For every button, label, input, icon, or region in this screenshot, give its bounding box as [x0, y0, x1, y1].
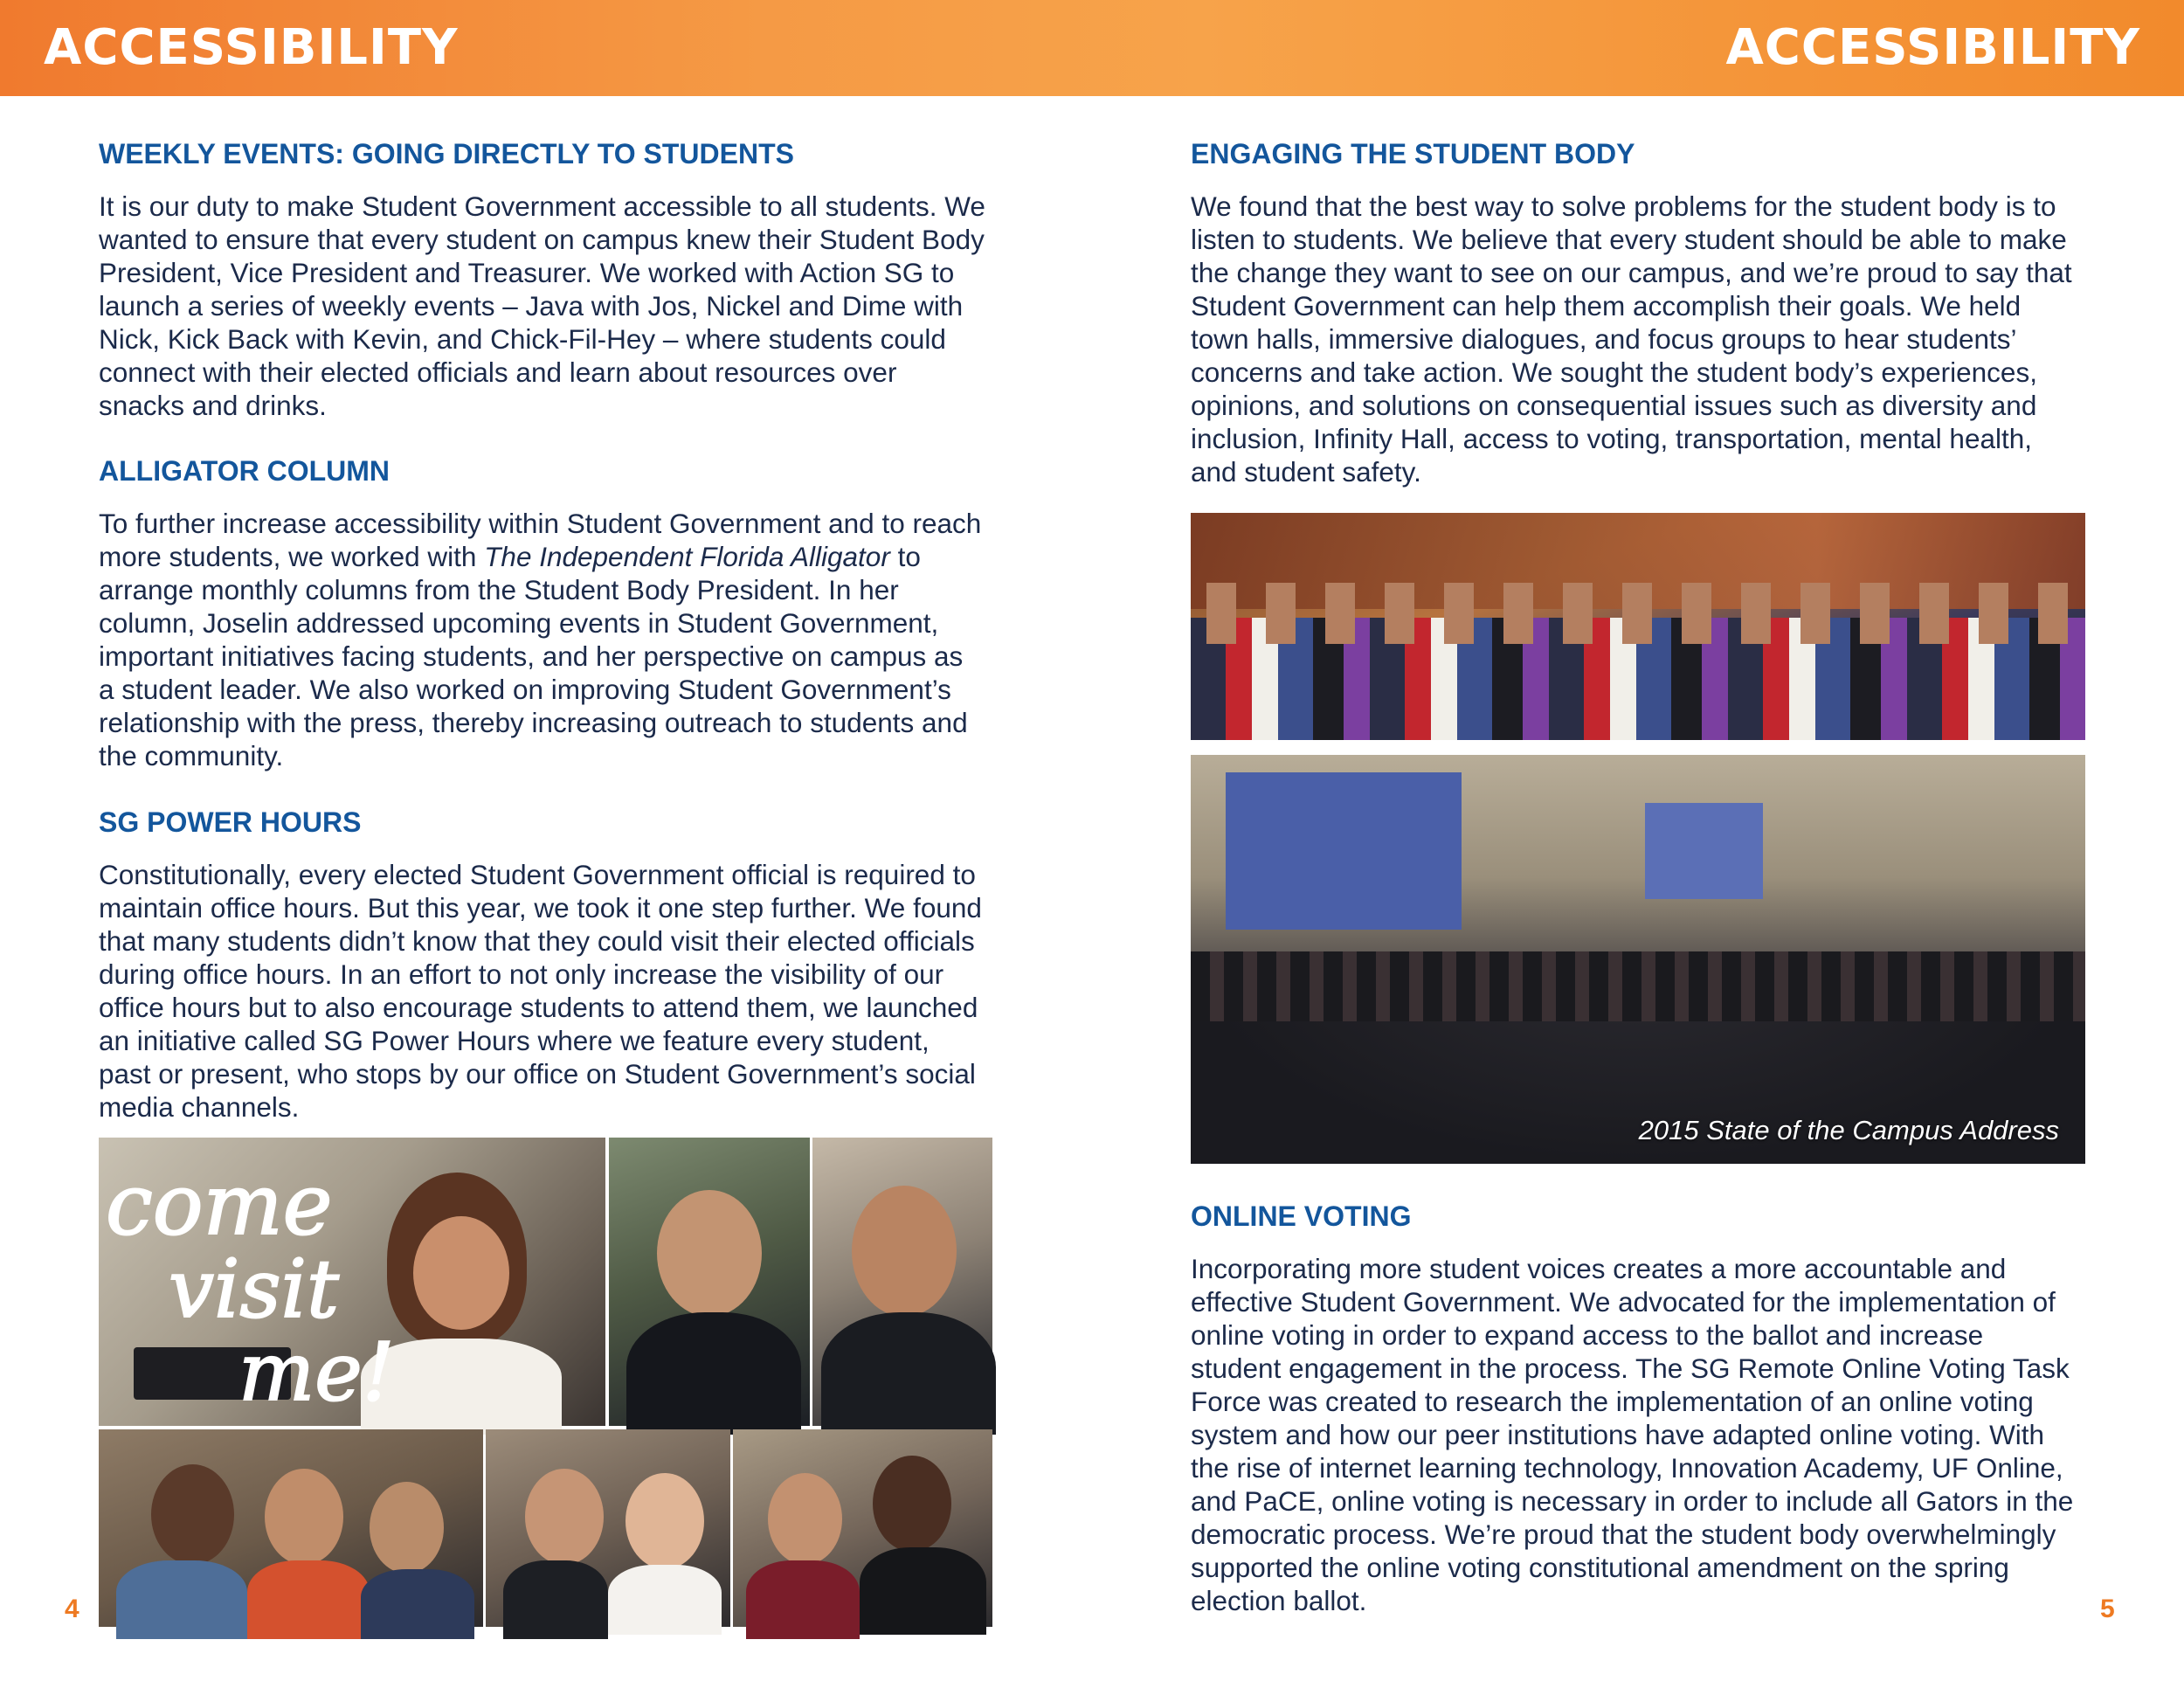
publication-name: The Independent Florida Alligator [484, 541, 890, 572]
body-text: To further increase accessibility within Student Government and to reach more students, we worked with [99, 508, 982, 572]
photo-student-group [1191, 513, 2085, 740]
person-shirt [247, 1560, 370, 1639]
section-body: Incorporating more student voices creates a more accountable and effective Student Government. We advocated for the implementation of online voting in order to expand access to the ballot and increase student engagement in the process. The SG Remote Online Voting Task Force was created to research the implementation of an online voting system and how our peer institutions have adapted online voting. With the rise of internet learning technology, Innovation Academy, UF Online, and PaCE, online voting is necessary in order to include all Gators in the democratic process. We’re proud that the student body overwhelmingly supported the online voting constitutional amendment on the spring election ballot. [1191, 1253, 2074, 1616]
page-number-right: 5 [2100, 1595, 2115, 1623]
header-banner [0, 0, 2184, 96]
section-alligator-column [99, 455, 985, 772]
person-face [657, 1190, 762, 1317]
projector-screen-right [1645, 803, 1763, 899]
section-heading: ENGAGING THE STUDENT BODY [1191, 138, 1635, 169]
person-shirt [361, 1569, 474, 1639]
page-title-left: ACCESSIBILITY [44, 19, 459, 76]
section-heading: WEEKLY EVENTS: GOING DIRECTLY TO STUDENTS [99, 138, 794, 169]
person-face [413, 1216, 509, 1330]
photo-caption: 2015 State of the Campus Address [1638, 1115, 2059, 1145]
audience-heads [1191, 951, 2085, 1021]
page-title-right: ACCESSIBILITY [1725, 19, 2140, 76]
page-number-left: 4 [65, 1595, 79, 1623]
section-heading: SG POWER HOURS [99, 806, 362, 838]
section-body: It is our duty to make Student Government accessible to all students. We wanted to ensure that every student on campus knew their Student Body President, Vice President and Treasurer. We worked with Action SG to launch a series of weekly events – Java with Jos, Nickel and Dime with Nick, Kick Back with Kevin, and Chick-Fil-Hey – where students could connect with their elected officials and learn about resources over snacks and drinks. [99, 190, 985, 421]
person-shirt [746, 1560, 860, 1639]
section-sg-power-hours [99, 806, 985, 1124]
person-shirt [821, 1312, 996, 1435]
person-face [151, 1464, 234, 1565]
person-face [852, 1186, 957, 1317]
photo-student-smiling [609, 1138, 810, 1426]
person-face [525, 1469, 604, 1565]
person-face [370, 1482, 444, 1574]
script-word: me! [238, 1325, 395, 1419]
section-heading: ONLINE VOTING [1191, 1200, 1412, 1232]
script-word: visit [169, 1242, 340, 1336]
section-body [99, 507, 985, 772]
section-heading: ALLIGATOR COLUMN [99, 455, 390, 487]
projector-screen-left [1226, 772, 1462, 930]
person-shirt [503, 1560, 608, 1639]
person-shirt [116, 1560, 247, 1639]
person-face [768, 1473, 842, 1565]
person-shirt [860, 1547, 986, 1635]
handwritten-script [99, 1138, 395, 1426]
person-shirt [626, 1312, 801, 1435]
photo-state-of-campus [1191, 755, 2085, 1164]
photo-office-visit [99, 1138, 605, 1426]
section-body: Constitutionally, every elected Student Government official is required to maintain office hours. But this year, we took it one step further. We found that many students didn’t know that they could visit their elected officials during office hours. In an effort to not only increase the visibility of our office hours but to also encourage students to attend them, we launched an initiative called SG Power Hours where we feature every student, past or present, who stops by our office on Student Government’s social media channels. [99, 859, 982, 1123]
photo-student-beard [812, 1138, 992, 1426]
section-body: We found that the best way to solve problems for the student body is to listen to students. We believe that every student should be able to make the change they want to see on our campus, and we’re proud to say that Student Government can help them accomplish their goals. We held town halls, immersive dialogues, and focus groups to hear students’ concerns and take action. We sought the student body’s experiences, opinions, and solutions on consequential issues such as diversity and inclusion, Infinity Hall, access to voting, transportation, mental health, and student safety. [1191, 190, 2072, 488]
section-engaging-student-body [1191, 138, 2077, 488]
photo-three-students [99, 1429, 483, 1627]
section-online-voting [1191, 1200, 2077, 1617]
person-face [625, 1473, 704, 1569]
group-faces [1191, 583, 2085, 644]
section-weekly-events [99, 138, 985, 422]
photo-two-students [486, 1429, 730, 1627]
photo-student-and-staff [733, 1429, 992, 1627]
person-face [265, 1469, 343, 1565]
body-text: to arrange monthly columns from the Student Body President. In her column, Joselin addressed upcoming events in Student Government, important initiatives facing students, and her perspective on campus as a student leader. We also worked on improving Student Government’s relationship with the press, thereby increasing outreach to students and the community. [99, 541, 968, 771]
script-word: come [106, 1156, 333, 1254]
person-shirt [608, 1565, 722, 1635]
person-face [873, 1456, 951, 1552]
